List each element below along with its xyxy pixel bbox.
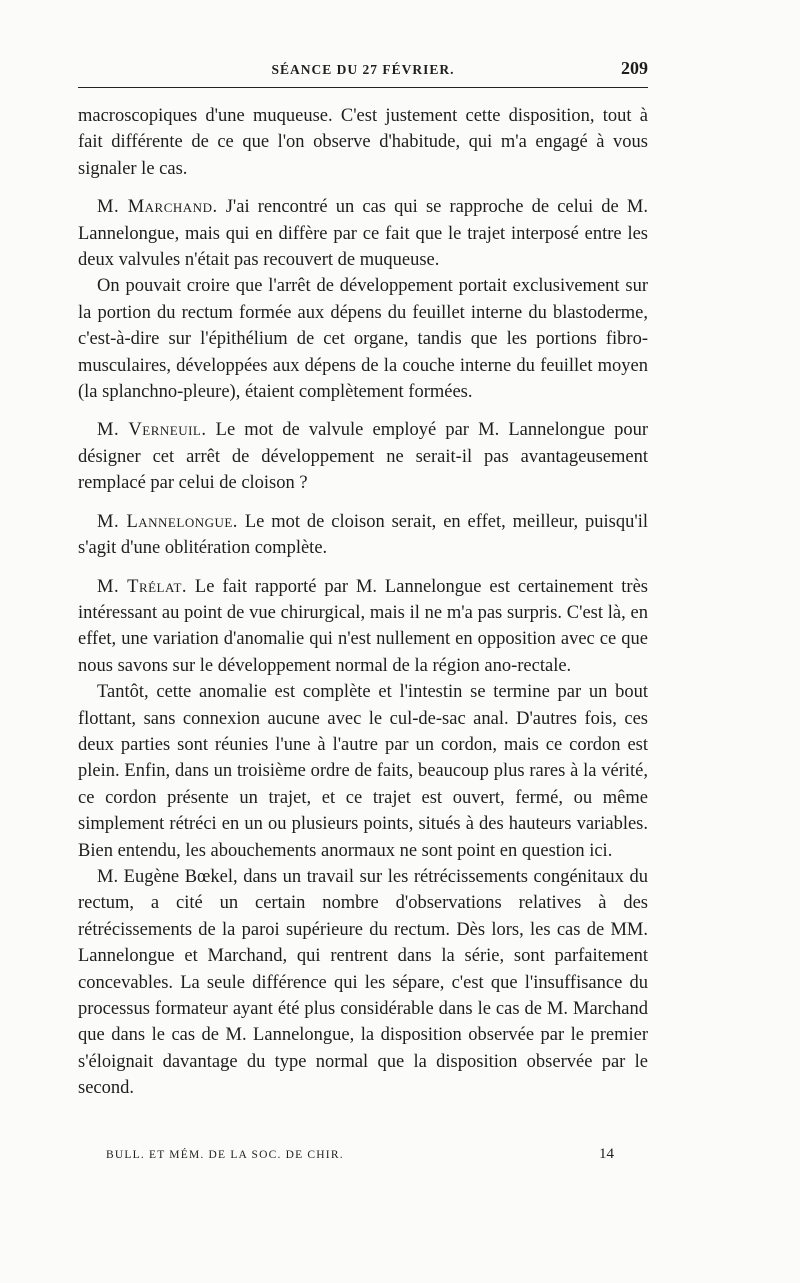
paragraph-text: Le fait rapporté par M. Lannelongue est certainement très intéressant au point de vue chirurgical, mais il ne m'a pas surpris. C'est là, en effet, une variation d'anomalie qui n'est nullement en opposition avec ce que nous savons sur le développement normal de la région ano-rectale. [78, 576, 648, 676]
paragraph-lannelongue [78, 509, 648, 562]
paragraph-text: Le mot de cloison serait, en effet, meilleur, puisqu'il s'agit d'une oblitération complète. [78, 511, 648, 559]
journal-title: BULL. ET MÉM. DE LA SOC. DE CHIR. [106, 1149, 344, 1161]
paragraph-marchand [78, 194, 648, 273]
speaker-name: M. Lannelongue. [97, 511, 238, 532]
paragraph [78, 273, 648, 405]
paragraph-text: Tantôt, cette anomalie est complète et l'intestin se termine par un bout flottant, sans connexion aucune avec le cul-de-sac anal. D'autres fois, ces deux parties sont réunies l'une à l'autre par un cordon, mais ce cordon est plein. Enfin, dans un troisième ordre de faits, beaucoup plus rares à la vérité, ce cordon présente un trajet, et ce trajet est ouvert, fermé, ou même simplement rétréci en un ou plusieurs points, situés à des hauteurs variables. Bien entendu, les abouchements anormaux ne sont point en question ici. [78, 682, 648, 861]
speaker-name: M. Marchand. [97, 197, 218, 218]
body-text [78, 103, 648, 1102]
paragraph-text: macroscopiques d'une muqueuse. C'est justement cette disposition, tout à fait différente de ce que l'on observe d'habitude, qui m'a engagé à vous signaler le cas. [78, 106, 648, 179]
header-rule [78, 87, 648, 88]
paragraph [78, 679, 648, 864]
running-title: SÉANCE DU 27 FÉVRIER. [271, 62, 455, 77]
paragraph-continuation [78, 103, 648, 182]
paragraph [78, 864, 648, 1102]
page-header [78, 58, 648, 84]
paragraph-text: Le mot de valvule employé par M. Lannelongue pour désigner cet arrêt de développement ne serait-il pas avantageusement remplacé par celui de cloison ? [78, 420, 648, 494]
page-number: 209 [621, 58, 648, 78]
signature-mark: 14 [599, 1146, 614, 1162]
paragraph-text: On pouvait croire que l'arrêt de développement portait exclusivement sur la portion du rectum formée aux dépens du feuillet interne du blastoderme, c'est-à-dire sur l'épithélium de cet organe, tandis que les portions fibro-musculaires, développées aux dépens de la couche interne du feuillet moyen (la splanchno-pleure), étaient complètement formées. [78, 276, 648, 403]
paragraph-text: M. Eugène Bœkel, dans un travail sur les rétrécissements congénitaux du rectum, a cité un certain nombre d'observations relatives à des rétrécissements de la paroi supérieure du rectum. Dès lors, les cas de MM. Lannelongue et Marchand, qui rentrent dans la série, sont parfaitement concevables. La seule différence qui les sépare, c'est que l'insuffisance du processus formateur ayant été plus considérable dans le cas de M. Marchand que dans le cas de M. Lannelongue, la disposition observée par le premier s'éloignait davantage du type normal que la disposition observée par le second. [78, 866, 648, 1099]
paragraph-verneuil [78, 417, 648, 496]
speaker-name: M. Trélat. [97, 576, 188, 597]
paragraph-trelat [78, 574, 648, 680]
paragraph-text: J'ai rencontré un cas qui se rapproche de celui de M. Lannelongue, mais qui en diffère par ce fait que le trajet interposé entre les deux valvules n'était pas recouvert de muqueuse. [78, 197, 648, 271]
speaker-name: M. Verneuil. [97, 420, 207, 441]
page-footer [106, 1146, 614, 1162]
